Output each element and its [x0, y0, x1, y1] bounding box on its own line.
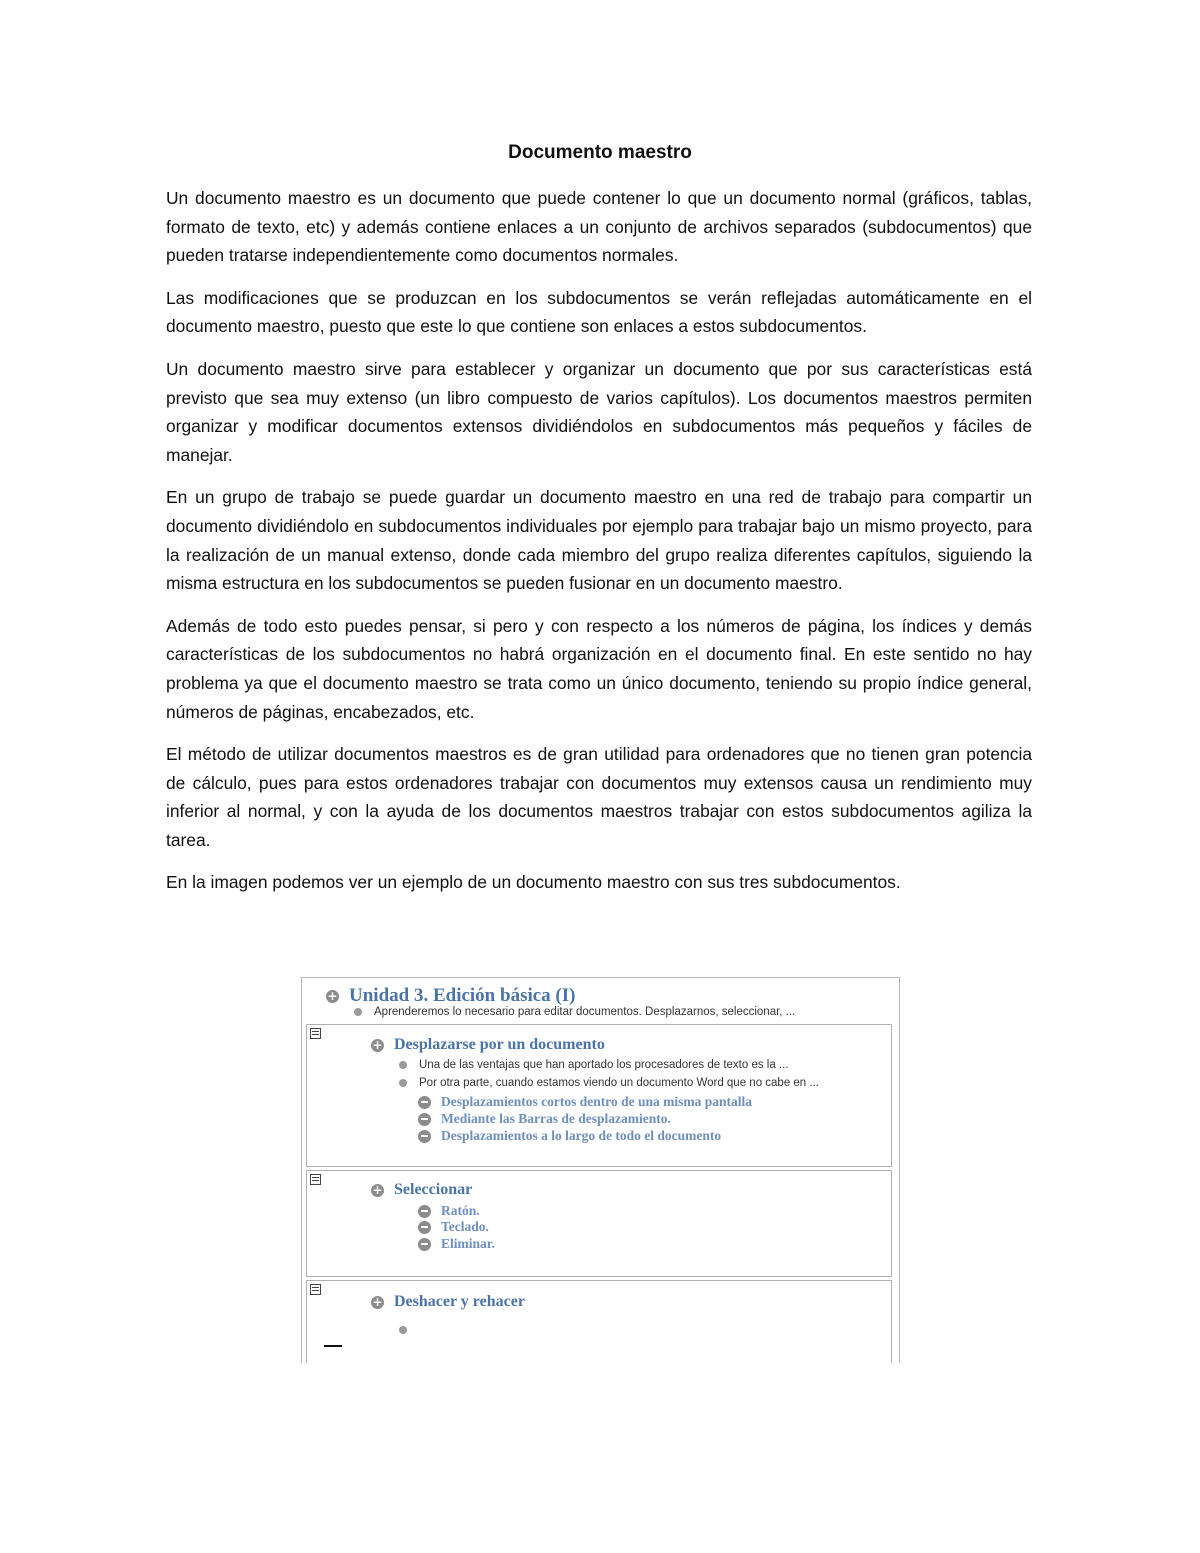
subdoc1-note-1-row [399, 1059, 789, 1071]
paragraph-1: Un documento maestro es un documento que puede contener lo que un documento normal (gráficos, tablas, formato de texto, etc) y además contiene enlaces a un conjunto de archivos separados (subdocumentos) que pueden tratarse independientemente como documentos normales. [166, 188, 1032, 266]
subdoc1-item-2: Mediante las Barras de desplazamiento. [441, 1111, 671, 1126]
collapse-minus-icon [418, 1096, 431, 1109]
bullet-dot-icon [354, 1008, 362, 1016]
outline-main-note: Aprenderemos lo necesario para editar documentos. Desplazarnos, seleccionar, ... [374, 1006, 796, 1018]
subdocument-icon[interactable] [310, 1174, 321, 1185]
collapse-minus-icon [418, 1205, 431, 1218]
paragraph-6: El método de utilizar documentos maestros es de gran utilidad para ordenadores que no tienen gran potencia de cálculo, pues para estos ordenadores trabajar con documentos muy extensos causa un rendimiento muy inferior al normal, y con la ayuda de los documentos maestros trabajar con estos subdocumentos agiliza la tarea. [166, 744, 1032, 850]
collapse-minus-icon [418, 1238, 431, 1251]
outline-main-heading-row [326, 985, 575, 1007]
collapse-minus-icon [418, 1221, 431, 1234]
subdocument-2 [306, 1170, 892, 1277]
expand-plus-icon: + [372, 1294, 383, 1309]
bullet-dot-icon [399, 1326, 407, 1334]
bullet-dot-icon [399, 1061, 407, 1069]
subdoc1-item-1-row [418, 1094, 752, 1110]
subdoc1-item-2-row [418, 1111, 671, 1127]
subdoc2-item-3: Eliminar. [441, 1236, 495, 1251]
paragraph-4: En un grupo de trabajo se puede guardar un documento maestro en una red de trabajo para compartir un documento dividiéndolo en subdocumentos individuales por ejemplo para trabajar bajo un mismo proyecto, para la realización de un manual extenso, donde cada miembro del grupo realiza diferentes capítulos, siguiendo la misma estructura en los subdocumentos se pueden fusionar en un documento maestro. [166, 487, 1032, 594]
subdoc2-item-2: Teclado. [441, 1219, 489, 1234]
paragraph-3: Un documento maestro sirve para establecer y organizar un documento que por sus características está previsto que sea muy extenso (un libro compuesto de varios capítulos). Los documentos maestros permiten organizar y modificar documentos extensos dividiéndolos en subdocumentos más pequeños y fáciles de manejar. [166, 358, 1032, 465]
paragraph-7: En la imagen podemos ver un ejemplo de un documento maestro con sus tres subdocumentos. [166, 872, 901, 893]
subdoc1-item-3-row [418, 1128, 721, 1144]
outline-main-heading: Unidad 3. Edición básica (I) [349, 985, 576, 1006]
expand-plus-icon: + [372, 1182, 383, 1197]
document-body [166, 184, 1032, 911]
paragraph-5: Además de todo esto puedes pensar, si pero y con respecto a los números de página, los índices y demás características de los subdocumentos no habrá organización en el documento final. En este sentido no hay problema ya que el documento maestro se trata como un único documento, teniendo su propio índice general, números de páginas, encabezados, etc. [166, 615, 1032, 722]
subdoc2-heading: Seleccionar [394, 1181, 473, 1198]
subdoc1-note-2: Por otra parte, cuando estamos viendo un documento Word que no cabe en ... [419, 1077, 819, 1089]
subdoc2-heading-row [371, 1181, 472, 1199]
paragraph-2: Las modificaciones que se produzcan en los subdocumentos se verán reflejadas automáticamente en el documento maestro, puesto que este lo que contiene son enlaces a estos subdocumentos. [166, 287, 1032, 337]
subdoc1-note-1: Una de las ventajas que han aportado los procesadores de texto es la ... [419, 1059, 789, 1071]
expand-plus-icon: + [372, 1037, 383, 1052]
subdoc1-heading: Desplazarse por un documento [394, 1036, 605, 1053]
outline-end-marker [324, 1345, 342, 1347]
master-document-outline-figure [301, 977, 900, 1363]
outline-main-note-row [354, 1006, 795, 1018]
subdoc1-item-3: Desplazamientos a lo largo de todo el documento [441, 1128, 722, 1143]
subdoc3-empty-bullet-row [399, 1326, 407, 1334]
subdoc2-item-2-row [418, 1219, 489, 1235]
subdocument-icon[interactable] [310, 1284, 321, 1295]
subdoc1-item-1: Desplazamientos cortos dentro de una misma pantalla [441, 1094, 753, 1109]
subdoc2-item-1-row [418, 1203, 480, 1219]
collapse-minus-icon [418, 1130, 431, 1143]
subdoc3-heading: Deshacer y rehacer [394, 1293, 525, 1310]
subdoc1-note-2-row [399, 1077, 819, 1089]
subdoc2-item-3-row [418, 1236, 495, 1252]
subdocument-1 [306, 1024, 892, 1167]
collapse-minus-icon [418, 1113, 431, 1126]
document-title: Documento maestro [508, 142, 692, 163]
subdocument-icon[interactable] [310, 1028, 321, 1039]
subdoc1-heading-row [371, 1036, 605, 1054]
bullet-dot-icon [399, 1079, 407, 1087]
subdocument-3 [306, 1280, 892, 1363]
subdoc2-item-1: Ratón. [441, 1203, 480, 1218]
expand-plus-icon: + [327, 988, 338, 1003]
subdoc3-heading-row [371, 1293, 525, 1311]
